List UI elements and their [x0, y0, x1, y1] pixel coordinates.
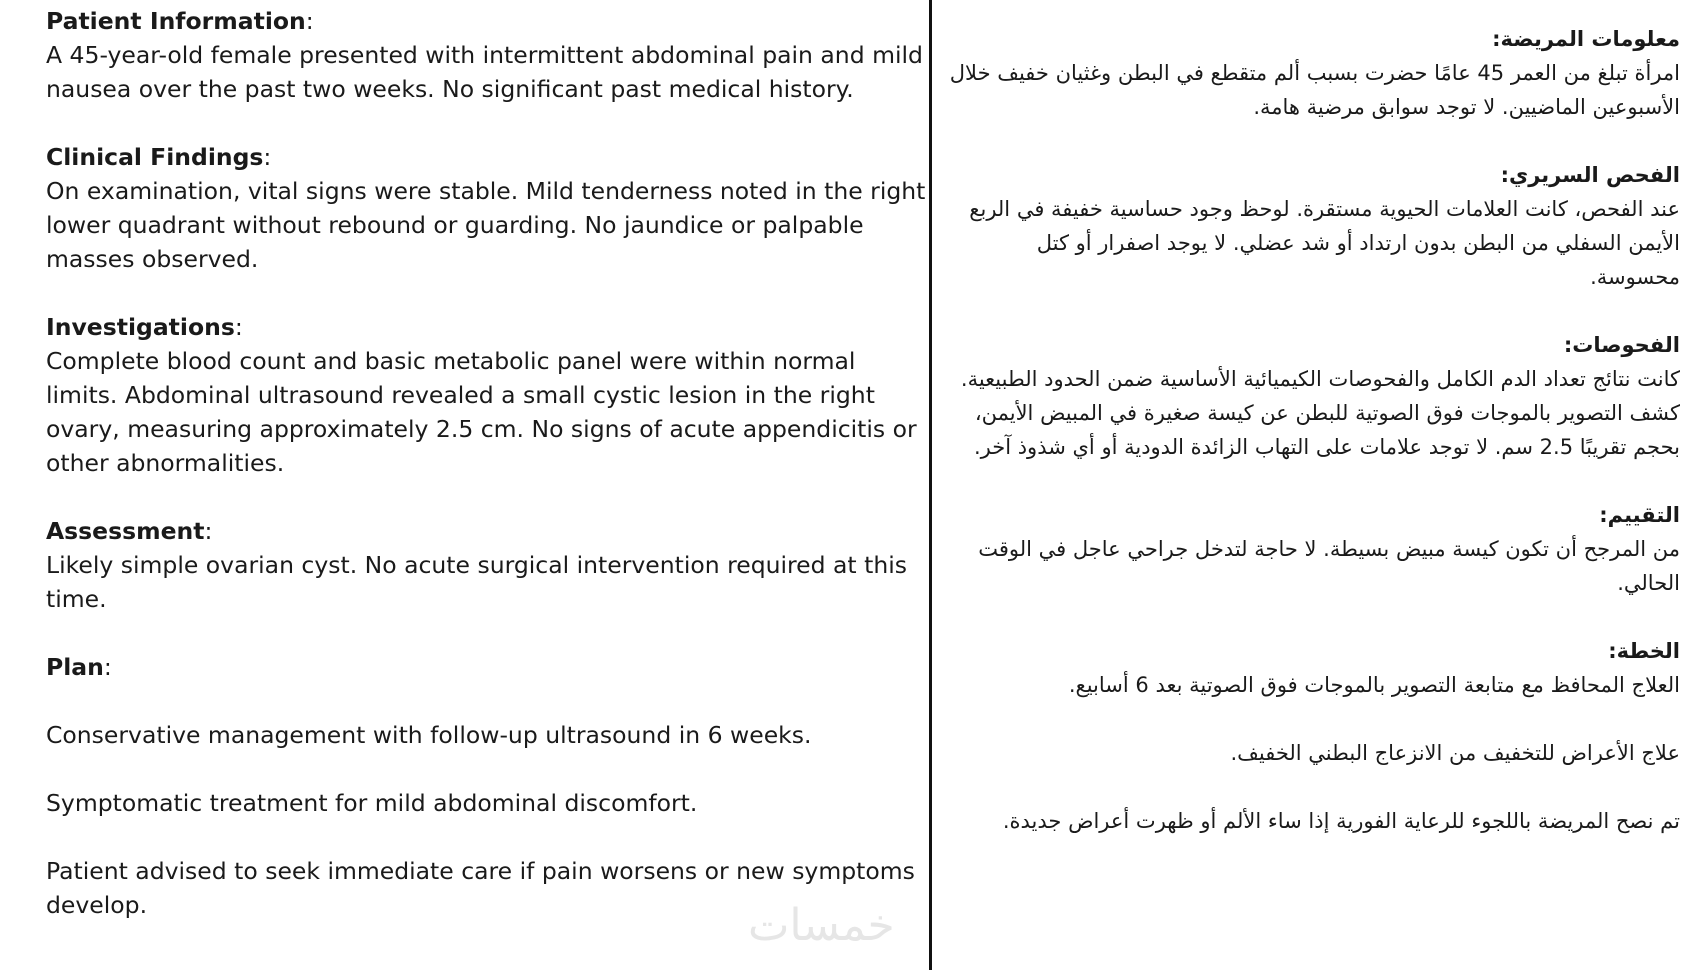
plan-item: Symptomatic treatment for mild abdominal discomfort.	[46, 789, 698, 817]
watermark-logo: خمسات	[748, 900, 895, 951]
arabic-plan-item: علاج الأعراض للتخفيف من الانزعاج البطني الخفيف.	[1230, 741, 1680, 765]
arabic-assessment-heading: التقييم:	[1599, 503, 1680, 527]
arabic-investigations-heading: الفحوصات:	[1563, 333, 1680, 357]
arabic-plan-heading: الخطة:	[1608, 639, 1680, 663]
arabic-patient-information-section	[944, 22, 1680, 124]
plan-item: Patient advised to seek immediate care if pain worsens or new symptoms develop.	[46, 857, 915, 919]
arabic-clinical-findings-body: عند الفحص، كانت العلامات الحيوية مستقرة. لوحظ وجود حساسية خفيفة في الربع الأيمن السفلي من البطن بدون ارتداد أو شد عضلي. لا يوجد اصفرار أو كتل محسوسة.	[969, 197, 1680, 289]
clinical-findings-heading: Clinical Findings:	[46, 143, 272, 171]
patient-information-heading: Patient Information:	[46, 7, 314, 35]
clinical-findings-body: On examination, vital signs were stable. Mild tenderness noted in the right lower quadrant without rebound or guarding. No jaundice or palpable masses observed.	[46, 177, 926, 273]
patient-information-body: A 45-year-old female presented with intermittent abdominal pain and mild nausea over the past two weeks. No significant past medical history.	[46, 41, 923, 103]
assessment-section	[46, 514, 930, 616]
investigations-section	[46, 310, 930, 480]
assessment-body: Likely simple ovarian cyst. No acute surgical intervention required at this time.	[46, 551, 907, 613]
clinical-findings-section	[46, 140, 930, 276]
arabic-plan-item: تم نصح المريضة باللجوء للرعاية الفورية إذا ساء الألم أو ظهرت أعراض جديدة.	[1002, 809, 1680, 833]
arabic-patient-information-heading: معلومات المريضة:	[1492, 27, 1680, 51]
column-divider	[929, 0, 932, 970]
arabic-clinical-findings-heading: الفحص السريري:	[1500, 163, 1680, 187]
arabic-assessment-section	[944, 498, 1680, 600]
arabic-assessment-body: من المرجح أن تكون كيسة مبيض بسيطة. لا حاجة لتدخل جراحي عاجل في الوقت الحالي.	[978, 537, 1680, 595]
assessment-heading: Assessment:	[46, 517, 213, 545]
arabic-patient-information-body: امرأة تبلغ من العمر 45 عامًا حضرت بسبب ألم متقطع في البطن وغثيان خفيف خلال الأسبوعين الماضيين. لا توجد سوابق مرضية هامة.	[949, 61, 1680, 119]
arabic-plan-item: العلاج المحافظ مع متابعة التصوير بالموجات فوق الصوتية بعد 6 أسابيع.	[1068, 673, 1680, 697]
arabic-investigations-body: كانت نتائج تعداد الدم الكامل والفحوصات الكيميائية الأساسية ضمن الحدود الطبيعية. كشف التصوير بالموجات فوق الصوتية للبطن عن كيسة صغيرة في المبيض الأيمن، بحجم تقريبًا 2.5 سم. لا توجد علامات على التهاب الزائدة الدودية أو أي شذوذ آخر.	[960, 367, 1680, 459]
arabic-clinical-findings-section	[944, 158, 1680, 294]
arabic-plan-section	[944, 634, 1680, 838]
investigations-heading: Investigations:	[46, 313, 243, 341]
investigations-body: Complete blood count and basic metabolic panel were within normal limits. Abdominal ultrasound revealed a small cystic lesion in the right ovary, measuring approximately 2.5 cm. No signs of acute appendicitis or other abnormalities.	[46, 347, 917, 477]
plan-heading: Plan:	[46, 653, 112, 681]
arabic-report	[938, 0, 1700, 970]
plan-section	[46, 650, 930, 922]
arabic-investigations-section	[944, 328, 1680, 464]
patient-information-section	[46, 4, 930, 106]
plan-item: Conservative management with follow-up ultrasound in 6 weeks.	[46, 721, 812, 749]
